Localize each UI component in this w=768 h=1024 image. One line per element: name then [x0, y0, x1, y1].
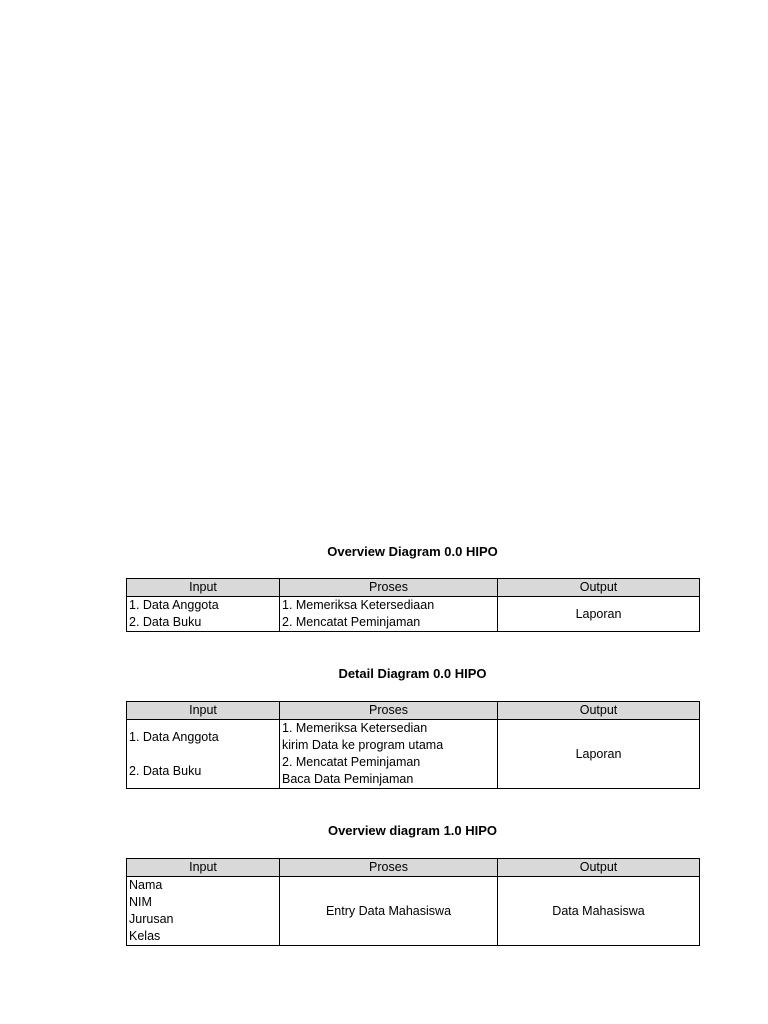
output-cell: Laporan — [498, 720, 700, 789]
table-header-row — [127, 702, 700, 720]
header-proses: Proses — [280, 579, 498, 597]
input-cell — [127, 597, 280, 632]
table-row — [127, 720, 700, 789]
header-input: Input — [127, 579, 280, 597]
header-output: Output — [498, 702, 700, 720]
proses-cell — [280, 597, 498, 632]
header-proses: Proses — [280, 702, 498, 720]
input-item: 2. Data Buku — [129, 615, 202, 629]
input-item: Jurusan — [129, 912, 174, 926]
header-input: Input — [127, 859, 280, 877]
input-cell — [127, 877, 280, 946]
input-item: Nama — [129, 878, 163, 892]
hipo-table-overview-0 — [126, 578, 700, 632]
hipo-table-overview-1 — [126, 858, 700, 946]
section-title-detail-0: Detail Diagram 0.0 HIPO — [338, 666, 487, 681]
proses-item: 1. Memeriksa Ketersediaan — [282, 598, 435, 612]
input-item: Kelas — [129, 929, 161, 943]
header-output: Output — [498, 859, 700, 877]
table-header-row — [127, 859, 700, 877]
proses-item: 2. Mencatat Peminjaman — [282, 755, 421, 769]
section-title-overview-1: Overview diagram 1.0 HIPO — [327, 823, 498, 838]
proses-item: 1. Memeriksa Ketersedian — [282, 721, 428, 735]
table-row — [127, 597, 700, 632]
input-item: 2. Data Buku — [129, 764, 202, 778]
table-row — [127, 877, 700, 946]
output-cell: Laporan — [498, 597, 700, 632]
header-proses: Proses — [280, 859, 498, 877]
input-cell — [127, 720, 280, 789]
proses-cell: Entry Data Mahasiswa — [280, 877, 498, 946]
proses-item: kirim Data ke program utama — [282, 738, 444, 752]
proses-item: 2. Mencatat Peminjaman — [282, 615, 421, 629]
proses-item: Baca Data Peminjaman — [282, 772, 414, 786]
output-cell: Data Mahasiswa — [498, 877, 700, 946]
input-item: NIM — [129, 895, 152, 909]
section-title-overview-0: Overview Diagram 0.0 HIPO — [327, 544, 498, 559]
input-item: 1. Data Anggota — [129, 598, 219, 612]
hipo-table-detail-0 — [126, 701, 700, 789]
header-output: Output — [498, 579, 700, 597]
header-input: Input — [127, 702, 280, 720]
table-header-row — [127, 579, 700, 597]
proses-cell — [280, 720, 498, 789]
input-item: 1. Data Anggota — [129, 730, 219, 744]
